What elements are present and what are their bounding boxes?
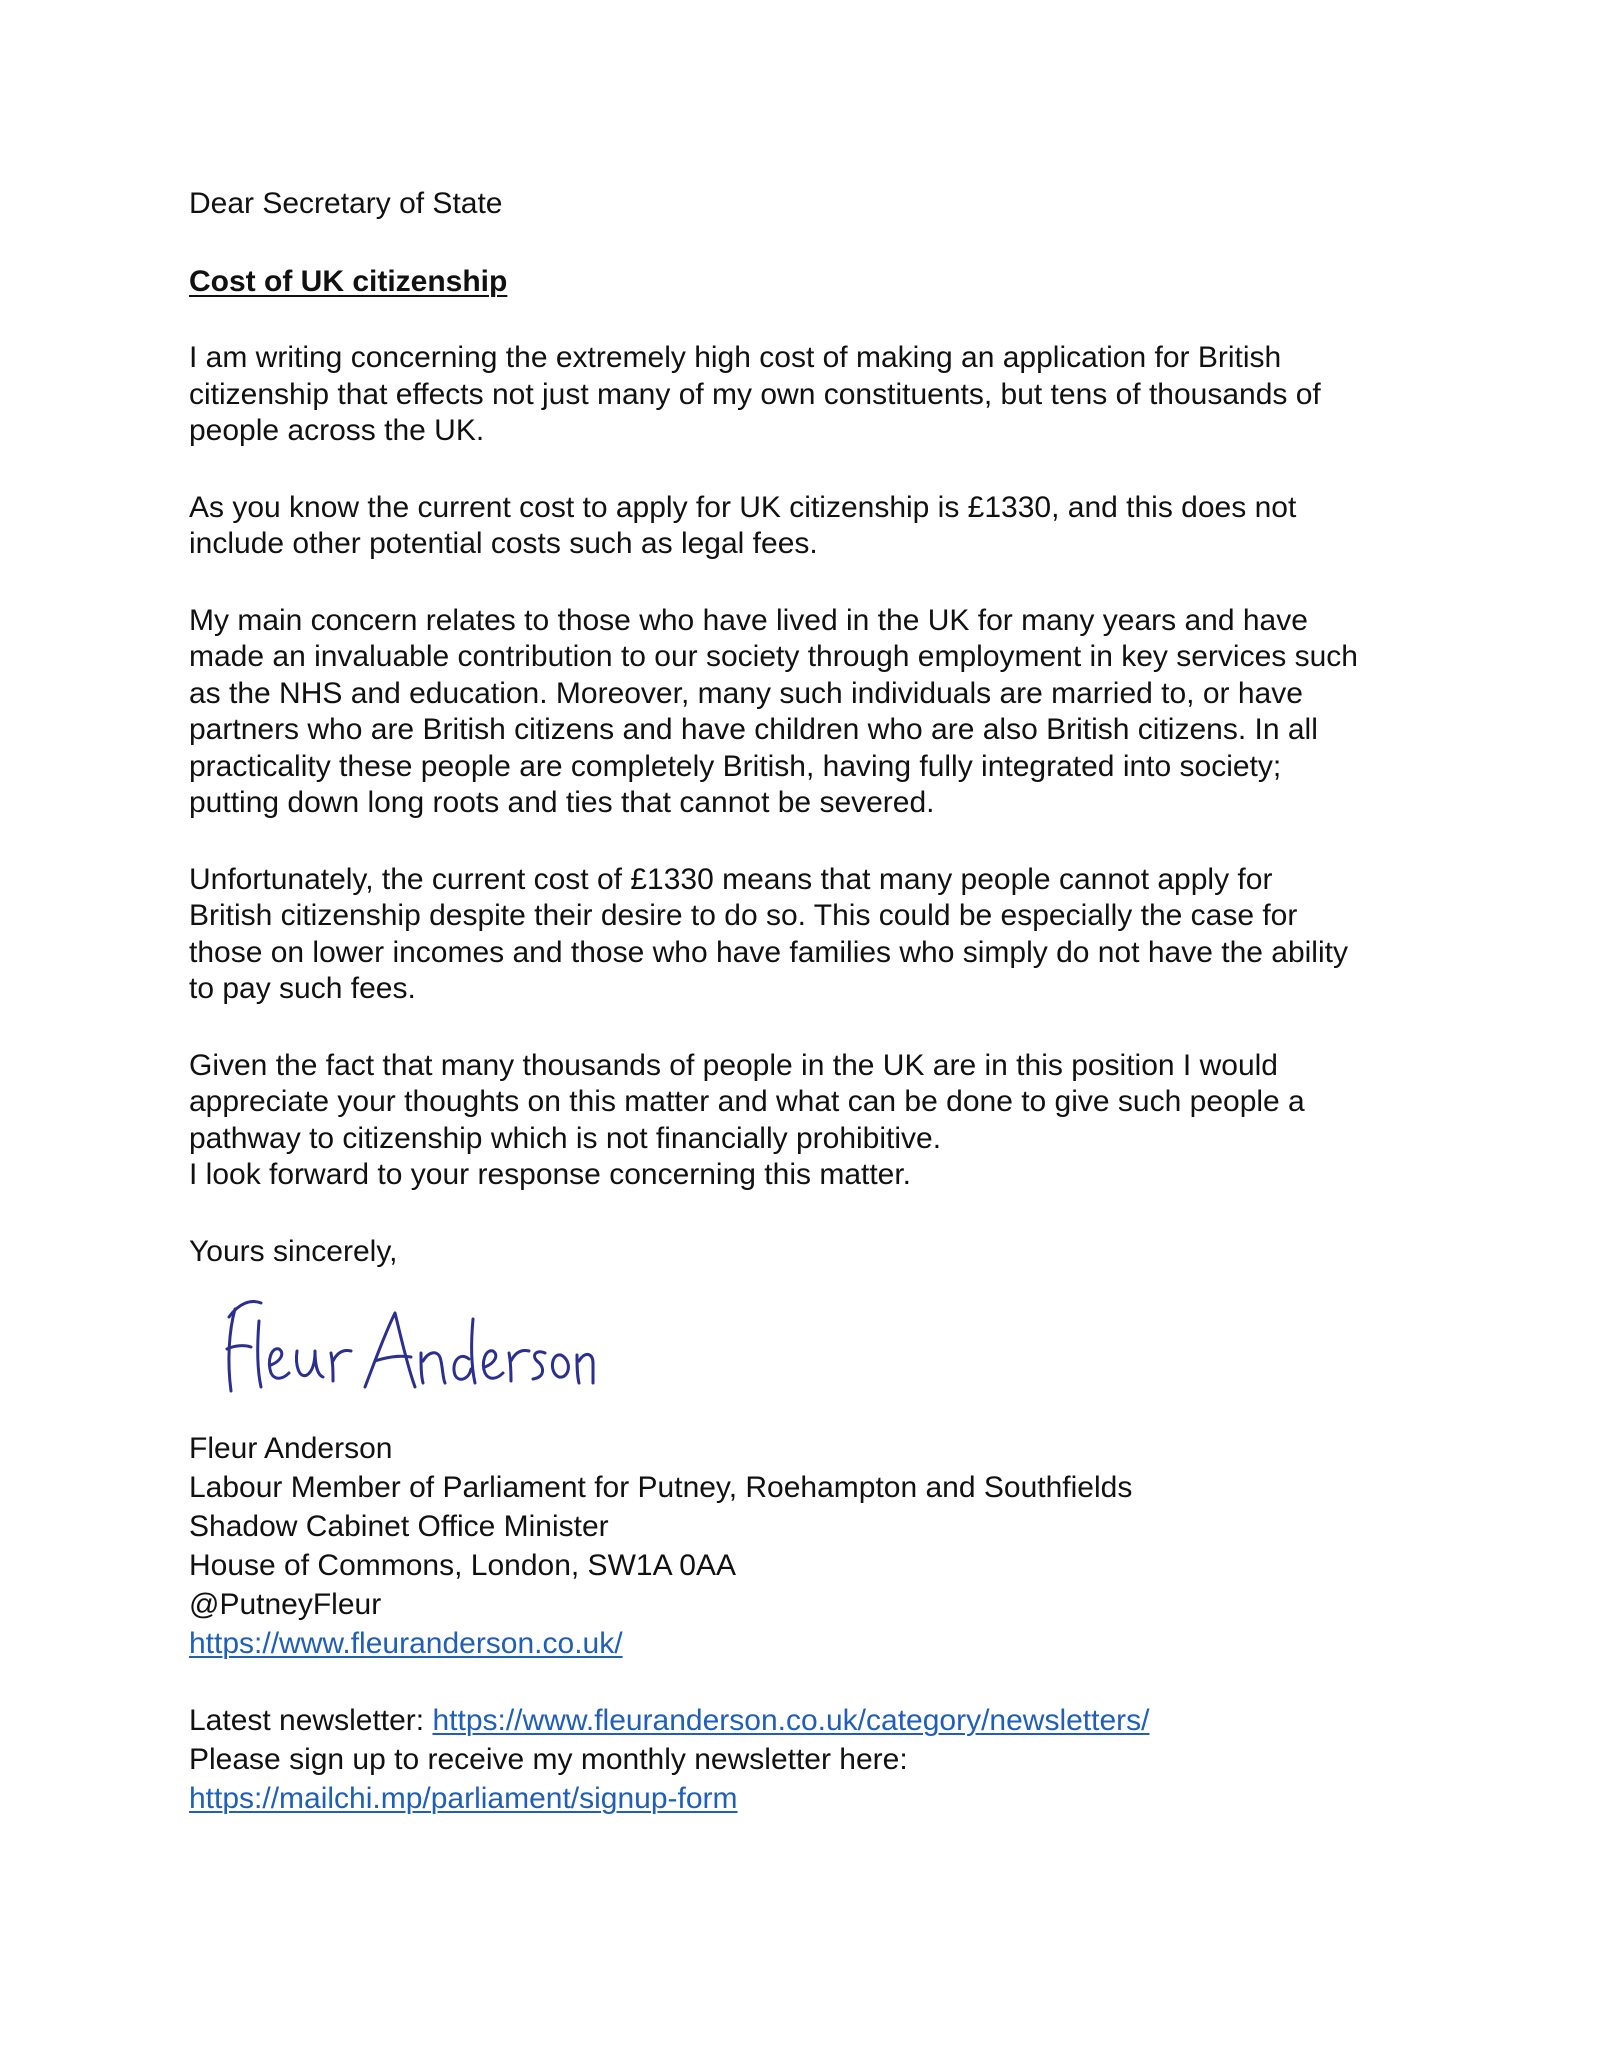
paragraph-line: I look forward to your response concerning this matter. — [189, 1158, 912, 1191]
newsletter-signup-text: Please sign up to receive my monthly newsletter here: — [189, 1743, 908, 1776]
paragraph-3 — [189, 603, 1429, 822]
signatory-position: Shadow Cabinet Office Minister — [189, 1510, 609, 1543]
latest-newsletter-link[interactable]: https://www.fleuranderson.co.uk/category/newsletters/ — [432, 1704, 1150, 1737]
paragraph-line: I am writing concerning the extremely high cost of making an application for British — [189, 341, 1282, 374]
paragraph-line: appreciate your thoughts on this matter and what can be done to give such people a — [189, 1085, 1305, 1118]
closing: Yours sincerely, — [189, 1234, 398, 1268]
latest-newsletter-label: Latest newsletter: — [189, 1704, 425, 1737]
signature-block — [189, 1429, 1429, 1663]
paragraph-line: citizenship that effects not just many of my own constituents, but tens of thousands of — [189, 377, 1321, 411]
paragraph-line: British citizenship despite their desire to do so. This could be especially the case for — [189, 899, 1298, 932]
paragraph-line: putting down long roots and ties that cannot be severed. — [189, 786, 935, 819]
paragraph-line: those on lower incomes and those who have families who simply do not have the ability — [189, 935, 1348, 969]
paragraph-line: As you know the current cost to apply for UK citizenship is £1330, and this does not — [189, 490, 1297, 524]
paragraph-line: Given the fact that many thousands of people in the UK are in this position I would — [189, 1048, 1278, 1082]
paragraph-4 — [189, 862, 1429, 1008]
paragraph-5 — [189, 1048, 1429, 1194]
paragraph-line: practicality these people are completely British, having fully integrated into society; — [189, 749, 1282, 783]
newsletter-block — [189, 1701, 1429, 1818]
signatory-handle: @PutneyFleur — [189, 1588, 382, 1621]
signatory-name: Fleur Anderson — [189, 1432, 393, 1465]
paragraph-1 — [189, 340, 1429, 450]
salutation: Dear Secretary of State — [189, 187, 503, 220]
paragraph-line: people across the UK. — [189, 414, 485, 447]
paragraph-line: made an invaluable contribution to our society through employment in key services such — [189, 640, 1358, 673]
paragraph-line: My main concern relates to those who have lived in the UK for many years and have — [189, 603, 1308, 637]
subject-heading: Cost of UK citizenship — [189, 264, 508, 298]
newsletter-signup-link[interactable]: https://mailchi.mp/parliament/signup-form — [189, 1782, 738, 1815]
signatory-address: House of Commons, London, SW1A 0AA — [189, 1549, 736, 1582]
website-link[interactable]: https://www.fleuranderson.co.uk/ — [189, 1627, 623, 1660]
paragraph-line: to pay such fees. — [189, 972, 416, 1005]
paragraph-line: pathway to citizenship which is not financially prohibitive. — [189, 1121, 942, 1155]
paragraph-2 — [189, 490, 1429, 563]
paragraph-line: include other potential costs such as legal fees. — [189, 527, 818, 560]
paragraph-line: Unfortunately, the current cost of £1330 means that many people cannot apply for — [189, 862, 1273, 896]
paragraph-line: as the NHS and education. Moreover, many such individuals are married to, or have — [189, 676, 1303, 710]
paragraph-line: partners who are British citizens and have children who are also British citizens. In all — [189, 713, 1318, 746]
signatory-role: Labour Member of Parliament for Putney, Roehampton and Southfields — [189, 1471, 1133, 1504]
letter-body — [189, 186, 1429, 1818]
handwritten-signature — [215, 1291, 595, 1411]
